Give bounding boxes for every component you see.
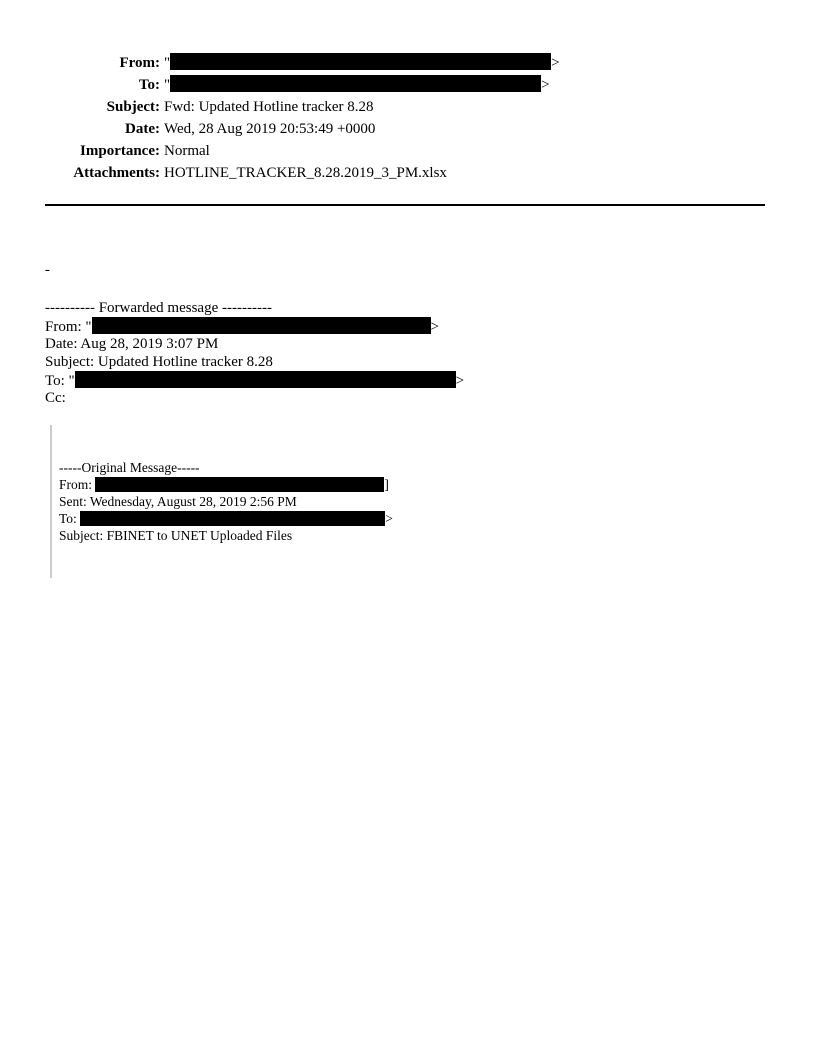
email-header xyxy=(0,53,816,185)
forwarded-date-line: Date: Aug 28, 2019 3:07 PM xyxy=(45,336,219,352)
original-to-line xyxy=(59,510,393,527)
forwarded-to-prefix: To: " xyxy=(45,373,75,389)
header-from-row xyxy=(0,53,816,75)
original-subject-line: Subject: FBINET to UNET Uploaded Files xyxy=(59,528,293,543)
from-prefix: " xyxy=(164,55,171,71)
redaction-block xyxy=(170,75,541,92)
forwarded-from-suffix: > xyxy=(430,319,440,335)
date-value: Wed, 28 Aug 2019 20:53:49 +0000 xyxy=(164,121,376,137)
original-from-suffix: ] xyxy=(384,477,389,492)
redaction-block xyxy=(75,371,456,388)
from-value xyxy=(164,53,560,73)
original-from-prefix: From: xyxy=(59,477,96,492)
header-subject-row xyxy=(0,97,816,119)
forwarded-from-prefix: From: " xyxy=(45,319,92,335)
to-value xyxy=(164,75,550,95)
original-to-suffix: > xyxy=(385,511,393,526)
header-to-row xyxy=(0,75,816,97)
original-divider: -----Original Message----- xyxy=(59,460,200,475)
attachments-label: Attachments: xyxy=(73,165,160,181)
redaction-block xyxy=(80,511,385,526)
header-date-row xyxy=(0,119,816,141)
original-sent-line: Sent: Wednesday, August 28, 2019 2:56 PM xyxy=(59,494,297,509)
original-message xyxy=(59,459,393,544)
forwarded-cc-line: Cc: xyxy=(45,390,66,406)
from-suffix: > xyxy=(551,55,560,71)
subject-value: Fwd: Updated Hotline tracker 8.28 xyxy=(164,99,374,115)
forwarded-to-line xyxy=(45,371,464,389)
quote-bar xyxy=(50,425,52,578)
to-suffix: > xyxy=(541,77,550,93)
header-importance-row xyxy=(0,141,816,163)
to-label: To: xyxy=(138,77,160,93)
header-attachments-row xyxy=(0,163,816,185)
redaction-block xyxy=(92,317,431,334)
to-prefix: " xyxy=(164,77,171,93)
forwarded-subject-line: Subject: Updated Hotline tracker 8.28 xyxy=(45,354,273,370)
from-label: From: xyxy=(119,55,160,71)
original-from-line xyxy=(59,476,393,493)
body-dash: - xyxy=(45,262,50,278)
original-to-prefix: To: xyxy=(59,511,81,526)
forwarded-to-suffix: > xyxy=(455,373,465,389)
importance-value: Normal xyxy=(164,143,210,159)
forwarded-message xyxy=(45,299,464,407)
importance-label: Importance: xyxy=(80,143,160,159)
attachments-value[interactable]: HOTLINE_TRACKER_8.28.2019_3_PM.xlsx xyxy=(164,165,447,181)
header-divider xyxy=(45,204,765,206)
date-label: Date: xyxy=(125,121,160,137)
forwarded-divider: ---------- Forwarded message ---------- xyxy=(45,300,272,316)
redaction-block xyxy=(95,477,384,492)
subject-label: Subject: xyxy=(106,99,160,115)
redaction-block xyxy=(170,53,551,70)
forwarded-from-line xyxy=(45,317,464,335)
